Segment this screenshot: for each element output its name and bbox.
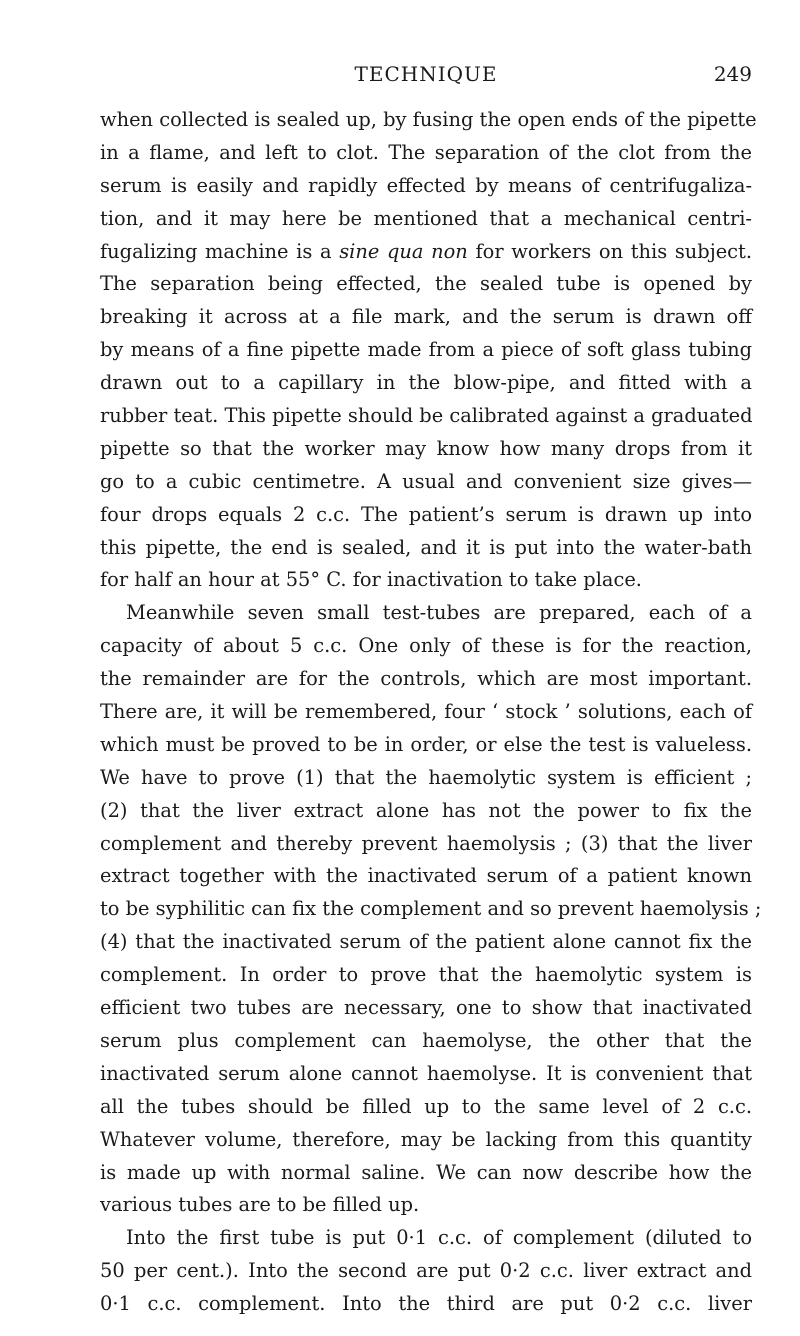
text-run: for workers on this subject. (475, 239, 752, 263)
text-line: complement and thereby prevent haemolysis ; (3) that the liver (100, 831, 752, 855)
text-line: by means of a fine pipette made from a piece of soft glass tubing (100, 338, 752, 362)
text-line (100, 236, 752, 269)
text-line: There are, it will be remembered, four ‘ stock ’ solutions, each of (100, 700, 752, 724)
body-text (100, 104, 762, 1321)
running-head (100, 62, 752, 92)
text-line: complement. In order to prove that the haemolytic system is (100, 963, 752, 987)
italic-phrase: sine qua non (339, 239, 468, 263)
text-line: breaking it across at a file mark, and the serum is drawn off (100, 305, 752, 329)
text-run: fugalizing machine is a (100, 239, 332, 263)
text-line: 50 per cent.). Into the second are put 0·2 c.c. liver extract and (100, 1259, 752, 1283)
text-line: when collected is sealed up, by fusing the open ends of the pipette (100, 108, 757, 131)
text-line: 0·1 c.c. complement. Into the third are put 0·2 c.c. liver (100, 1292, 752, 1316)
text-line: this pipette, the end is sealed, and it is put into the water-bath (100, 535, 752, 559)
text-line: We have to prove (1) that the haemolytic system is efficient ; (100, 765, 752, 789)
text-line: to be syphilitic can fix the complement and so prevent haemolysis ; (100, 897, 762, 921)
text-line: extract together with the inactivated serum of a patient known (100, 864, 752, 888)
text-line: pipette so that the worker may know how many drops from it (100, 436, 752, 460)
text-line: serum plus complement can haemolyse, the other that the (100, 1028, 752, 1052)
text-line: efficient two tubes are necessary, one to show that inactivated (100, 996, 752, 1020)
text-line: inactivated serum alone cannot haemolyse. It is convenient that (100, 1061, 752, 1085)
text-line: all the tubes should be filled up to the same level of 2 c.c. (100, 1094, 752, 1118)
text-line: The separation being effected, the sealed tube is opened by (100, 272, 752, 296)
text-line: go to a cubic centimetre. A usual and convenient size gives— (100, 469, 752, 493)
text-line: the remainder are for the controls, which are most important. (100, 667, 752, 691)
text-line: drawn out to a capillary in the blow-pipe, and fitted with a (100, 371, 752, 395)
text-line: in a flame, and left to clot. The separation of the clot from the (100, 140, 752, 164)
text-line: Meanwhile seven small test-tubes are prepared, each of a (126, 601, 752, 625)
text-line: (4) that the inactivated serum of the patient alone cannot fix the (100, 930, 752, 954)
text-line: serum is easily and rapidly effected by means of centrifugaliza- (100, 173, 752, 197)
text-line: for half an hour at 55° C. for inactivation to take place. (100, 568, 642, 592)
text-line: four drops equals 2 c.c. The patient’s serum is drawn up into (100, 502, 752, 526)
text-line: which must be proved to be in order, or else the test is valueless. (100, 732, 752, 756)
page-number: 249 (713, 62, 752, 86)
running-title: TECHNIQUE (354, 62, 498, 86)
text-line: Into the first tube is put 0·1 c.c. of complement (diluted to (126, 1226, 752, 1250)
text-line: tion, and it may here be mentioned that a mechanical centri- (100, 206, 752, 230)
text-line: rubber teat. This pipette should be calibrated against a graduated (100, 404, 753, 428)
text-line: is made up with normal saline. We can now describe how the (100, 1160, 752, 1184)
text-line: capacity of about 5 c.c. One only of these is for the reaction, (100, 634, 752, 658)
text-line: various tubes are to be filled up. (100, 1193, 420, 1217)
text-line: (2) that the liver extract alone has not the power to fix the (100, 798, 752, 822)
text-line: Whatever volume, therefore, may be lacking from this quantity (100, 1127, 752, 1151)
